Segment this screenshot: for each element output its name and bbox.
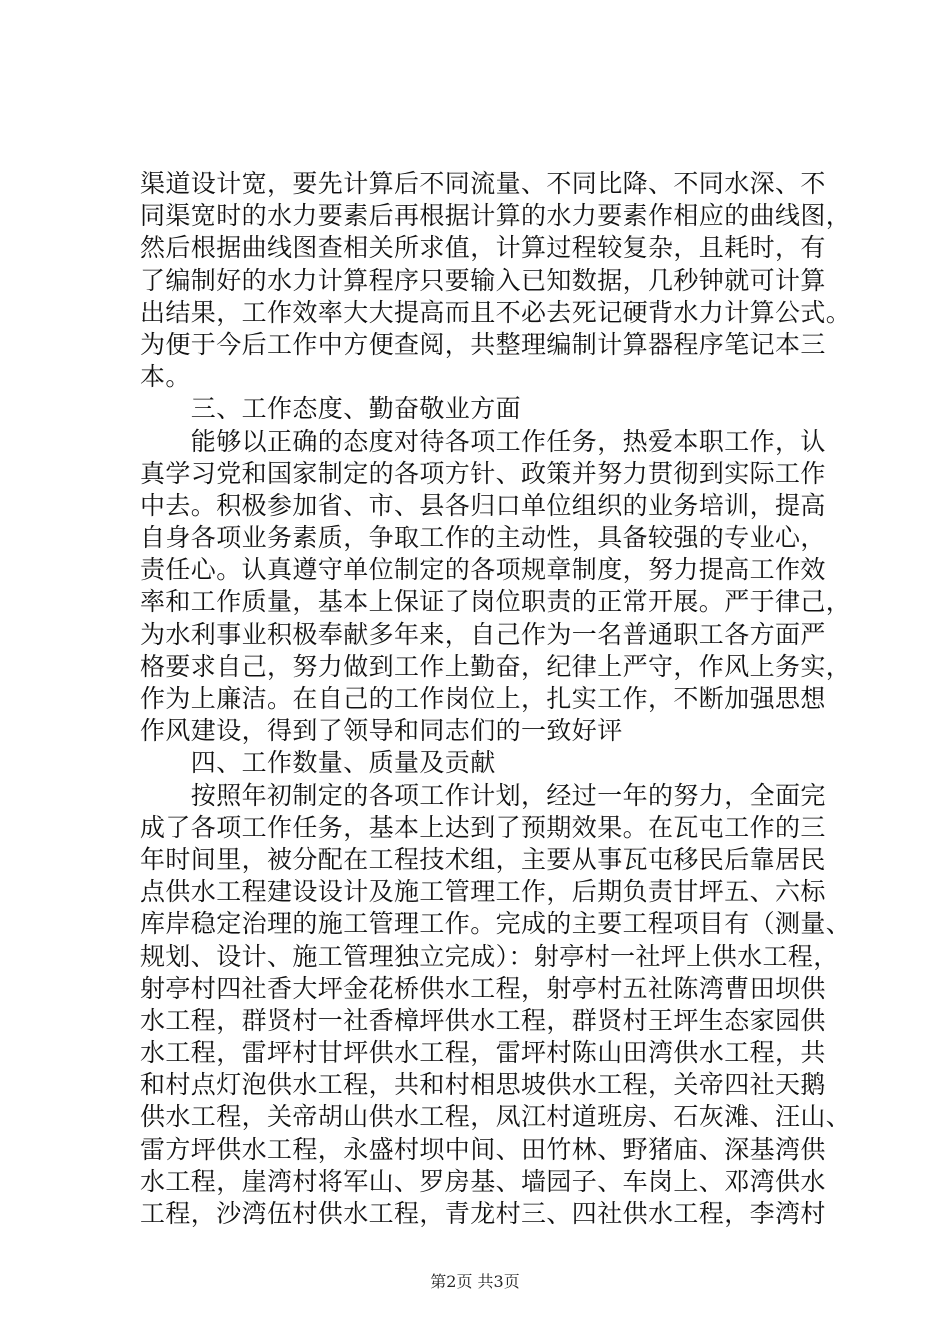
text-line: 水工程，雷坪村甘坪供水工程，雷坪村陈山田湾供水工程，共: [140, 1038, 826, 1068]
text-line: 工程，沙湾伍村供水工程，青龙村三、四社供水工程，李湾村: [140, 1199, 826, 1228]
document-body: [140, 168, 852, 1230]
text-line: 库岸稳定治理的施工管理工作。完成的主要工程项目有（测量、: [140, 909, 852, 939]
text-line: 然后根据曲线图查相关所求值，计算过程较复杂，且耗时，有: [140, 233, 826, 263]
text-line: 同渠宽时的水力要素后再根据计算的水力要素作相应的曲线图，: [140, 201, 852, 231]
text-line: 规划、设计、施工管理独立完成）：射亭村一社坪上供水工程，: [140, 941, 839, 971]
text-line: 成了各项工作任务，基本上达到了预期效果。在瓦屯工作的三: [140, 812, 826, 842]
text-line: 为水利事业积极奉献多年来，自己作为一名普通职工各方面严: [140, 619, 826, 649]
text-line: 点供水工程建设设计及施工管理工作，后期负责甘坪五、六标: [140, 877, 826, 907]
text-line: 了编制好的水力计算程序只要输入已知数据，几秒钟就可计算: [140, 265, 826, 295]
text-line: 自身各项业务素质，争取工作的主动性，具备较强的专业心，: [140, 523, 826, 553]
text-line: 供水工程，关帝胡山供水工程，凤江村道班房、石灰滩、汪山、: [140, 1102, 852, 1132]
text-line: 责任心。认真遵守单位制定的各项规章制度，努力提高工作效: [140, 555, 826, 585]
text-line: 真学习党和国家制定的各项方针、政策并努力贯彻到实际工作: [140, 458, 826, 488]
text-line: 本。: [140, 362, 191, 392]
text-line: 年时间里，被分配在工程技术组，主要从事瓦屯移民后靠居民: [140, 844, 826, 874]
text-line: 射亭村四社香大坪金花桥供水工程，射亭村五社陈湾曹田坝供: [140, 973, 826, 1003]
text-line: 雷方坪供水工程，永盛村坝中间、田竹林、野猪庙、深基湾供: [140, 1134, 826, 1164]
text-line: 能够以正确的态度对待各项工作任务，热爱本职工作，认: [140, 426, 826, 456]
text-line: 为便于今后工作中方便查阅，共整理编制计算器程序笔记本三: [140, 329, 826, 359]
text-line: 作风建设，得到了领导和同志们的一致好评: [140, 716, 623, 746]
text-line: 出结果，工作效率大大提高而且不必去死记硬背水力计算公式。: [140, 297, 852, 327]
text-line: 渠道设计宽，要先计算后不同流量、不同比降、不同水深、不: [140, 169, 826, 198]
page-footer: 第2页 共3页: [430, 1272, 520, 1291]
text-line: 率和工作质量，基本上保证了岗位职责的正常开展。严于律己，: [140, 587, 852, 617]
text-line: 格要求自己，努力做到工作上勤奋，纪律上严守，作风上务实，: [140, 651, 852, 681]
text-line: 三、工作态度、勤奋敬业方面: [140, 394, 522, 424]
text-line: 按照年初制定的各项工作计划，经过一年的努力，全面完: [140, 780, 826, 810]
text-line: 水工程，崖湾村将军山、罗房基、墙园子、车岗上、邓湾供水: [140, 1166, 826, 1196]
text-line: 四、工作数量、质量及贡献: [140, 748, 496, 778]
text-line: 水工程，群贤村一社香樟坪供水工程，群贤村王坪生态家园供: [140, 1005, 826, 1035]
text-line: 中去。积极参加省、市、县各归口单位组织的业务培训，提高: [140, 490, 826, 520]
text-line: 和村点灯泡供水工程，共和村相思坡供水工程，关帝四社天鹅: [140, 1070, 826, 1100]
text-line: 作为上廉洁。在自己的工作岗位上，扎实工作，不断加强思想: [140, 684, 826, 713]
